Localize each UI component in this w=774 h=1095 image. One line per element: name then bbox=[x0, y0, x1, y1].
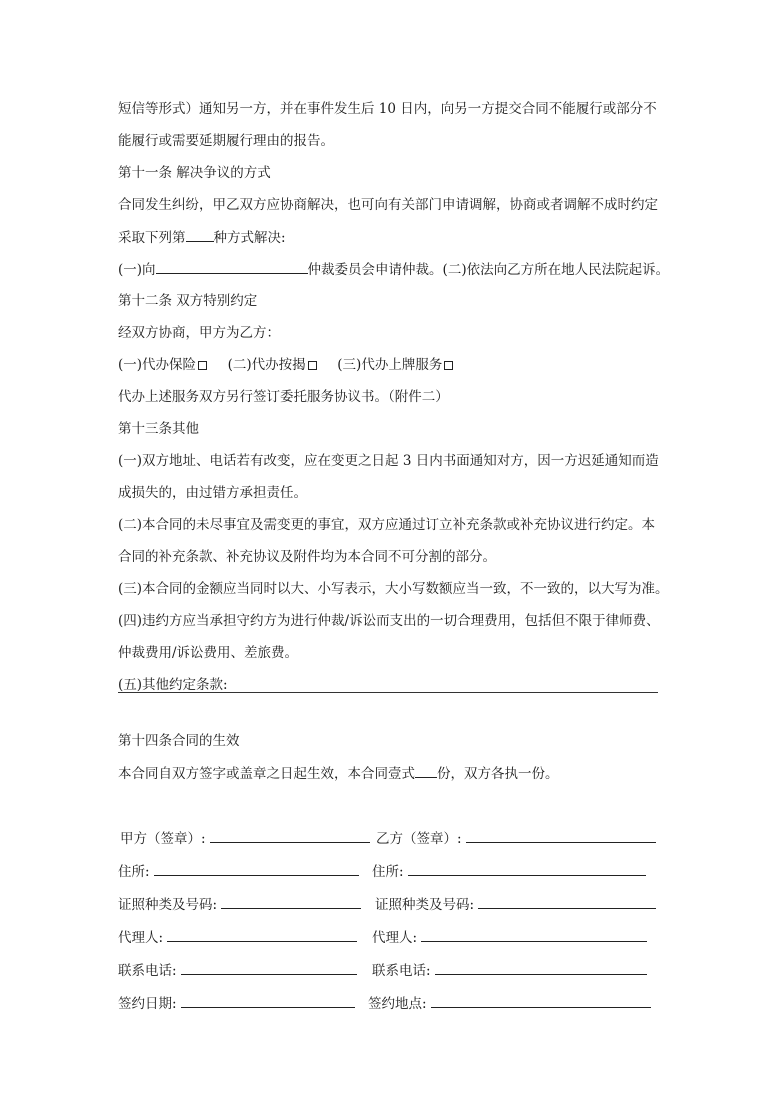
clause-line: (五)其他约定条款: bbox=[118, 677, 228, 693]
article-12-heading: 第十二条 双方特别约定 bbox=[118, 293, 258, 309]
option-mortgage-label: (二)代办按揭 bbox=[227, 357, 306, 373]
option-plate-label: (三)代办上牌服务 bbox=[337, 357, 443, 373]
clause-line: (二)本合同的未尽事宜及需变更的事宜，双方应通过订立补充条款或补充协议进行约定。本 bbox=[118, 517, 656, 533]
sign-place-field[interactable] bbox=[431, 993, 651, 1008]
paragraph-line: 经双方协商，甲方为乙方： bbox=[118, 325, 280, 341]
address-a-label: 住所: bbox=[118, 864, 150, 880]
sign-place-label: 签约地点: bbox=[368, 996, 427, 1012]
article-13-heading: 第十三条其他 bbox=[118, 421, 199, 437]
id-a-label: 证照种类及号码: bbox=[118, 897, 218, 913]
address-b-field[interactable] bbox=[408, 861, 646, 876]
dispute-choice-blank[interactable] bbox=[186, 227, 214, 242]
sign-date-field[interactable] bbox=[181, 993, 355, 1008]
address-b-label: 住所: bbox=[372, 864, 404, 880]
id-b-row bbox=[375, 894, 656, 915]
party-b-field[interactable] bbox=[466, 828, 656, 843]
phone-a-label: 联系电话: bbox=[118, 963, 177, 979]
agent-b-field[interactable] bbox=[421, 927, 647, 942]
phone-b-label: 联系电话: bbox=[372, 963, 431, 979]
sign-place-row bbox=[368, 993, 651, 1014]
id-b-field[interactable] bbox=[478, 894, 656, 909]
sign-date-label: 签约日期: bbox=[118, 996, 177, 1012]
arbitration-line bbox=[118, 259, 670, 280]
party-b-label: 乙方（签章）: bbox=[376, 831, 462, 847]
effect-line bbox=[118, 763, 663, 784]
clause-line: 合同的补充条款、补充协议及附件均为本合同不可分割的部分。 bbox=[118, 549, 496, 565]
clause-line: (四)违约方应当承担守约方为进行仲裁/诉讼而支出的一切合理费用，包括但不限于律师费、 bbox=[118, 613, 660, 629]
clause-line: 仲裁费用/诉讼费用、差旅费。 bbox=[118, 645, 299, 661]
dispute-choice-suffix: 种方式解决: bbox=[213, 230, 286, 246]
arbitration-body-blank[interactable] bbox=[156, 259, 308, 274]
phone-b-row bbox=[372, 960, 647, 981]
phone-a-row bbox=[118, 960, 357, 981]
dispute-choice-prefix: 采取下列第 bbox=[118, 230, 186, 246]
paragraph-line: 代办上述服务双方另行签订委托服务协议书。（附件二） bbox=[118, 389, 449, 405]
paragraph-line: 短信等形式）通知另一方，并在事件发生后 10 日内，向另一方提交合同不能履行或部分不 bbox=[118, 101, 657, 117]
arbitration-prefix: (一)向 bbox=[118, 262, 156, 278]
phone-b-field[interactable] bbox=[435, 960, 647, 975]
other-terms-blank-line[interactable] bbox=[118, 692, 658, 693]
phone-a-field[interactable] bbox=[181, 960, 357, 975]
id-a-row bbox=[118, 894, 361, 915]
effect-suffix: 份，双方各执一份。 bbox=[437, 766, 559, 782]
service-options-line bbox=[118, 355, 663, 375]
address-a-field[interactable] bbox=[154, 861, 359, 876]
address-a-row bbox=[118, 861, 359, 882]
party-a-field[interactable] bbox=[210, 828, 370, 843]
effect-prefix: 本合同自双方签字或盖章之日起生效，本合同壹式 bbox=[118, 766, 415, 782]
article-11-heading: 第十一条 解决争议的方式 bbox=[118, 165, 271, 181]
agent-a-row bbox=[118, 927, 357, 948]
copies-blank[interactable] bbox=[415, 763, 437, 778]
option-plate-checkbox[interactable] bbox=[444, 361, 453, 370]
option-insurance-label: (一)代办保险 bbox=[118, 357, 197, 373]
clause-line: 成损失的，由过错方承担责任。 bbox=[118, 485, 307, 501]
clause-line: (三)本合同的金额应当同时以大、小写表示，大小写数额应当一致，不一致的，以大写为准。 bbox=[118, 581, 669, 597]
clause-line: (一)双方地址、电话若有改变，应在变更之日起 3 日内书面通知对方，因一方迟延通知而造 bbox=[118, 453, 659, 469]
agent-a-label: 代理人: bbox=[118, 930, 164, 946]
option-insurance-checkbox[interactable] bbox=[198, 361, 207, 370]
agent-b-label: 代理人: bbox=[372, 930, 418, 946]
party-a-label: 甲方（签章）: bbox=[120, 831, 206, 847]
article-14-heading: 第十四条合同的生效 bbox=[118, 733, 240, 749]
dispute-choice-line bbox=[118, 227, 663, 248]
address-b-row bbox=[372, 861, 646, 882]
party-b-row bbox=[376, 828, 656, 849]
agent-b-row bbox=[372, 927, 647, 948]
paragraph-line: 能履行或需要延期履行理由的报告。 bbox=[118, 133, 334, 149]
party-a-row bbox=[120, 828, 370, 849]
agent-a-field[interactable] bbox=[167, 927, 357, 942]
arbitration-suffix: 仲裁委员会申请仲裁。(二)依法向乙方所在地人民法院起诉。 bbox=[307, 262, 670, 278]
sign-date-row bbox=[118, 993, 355, 1014]
paragraph-line: 合同发生纠纷，甲乙双方应协商解决，也可向有关部门申请调解，协商或者调解不成时约定 bbox=[118, 197, 658, 213]
option-mortgage-checkbox[interactable] bbox=[308, 361, 317, 370]
id-b-label: 证照种类及号码: bbox=[375, 897, 475, 913]
id-a-field[interactable] bbox=[221, 894, 361, 909]
